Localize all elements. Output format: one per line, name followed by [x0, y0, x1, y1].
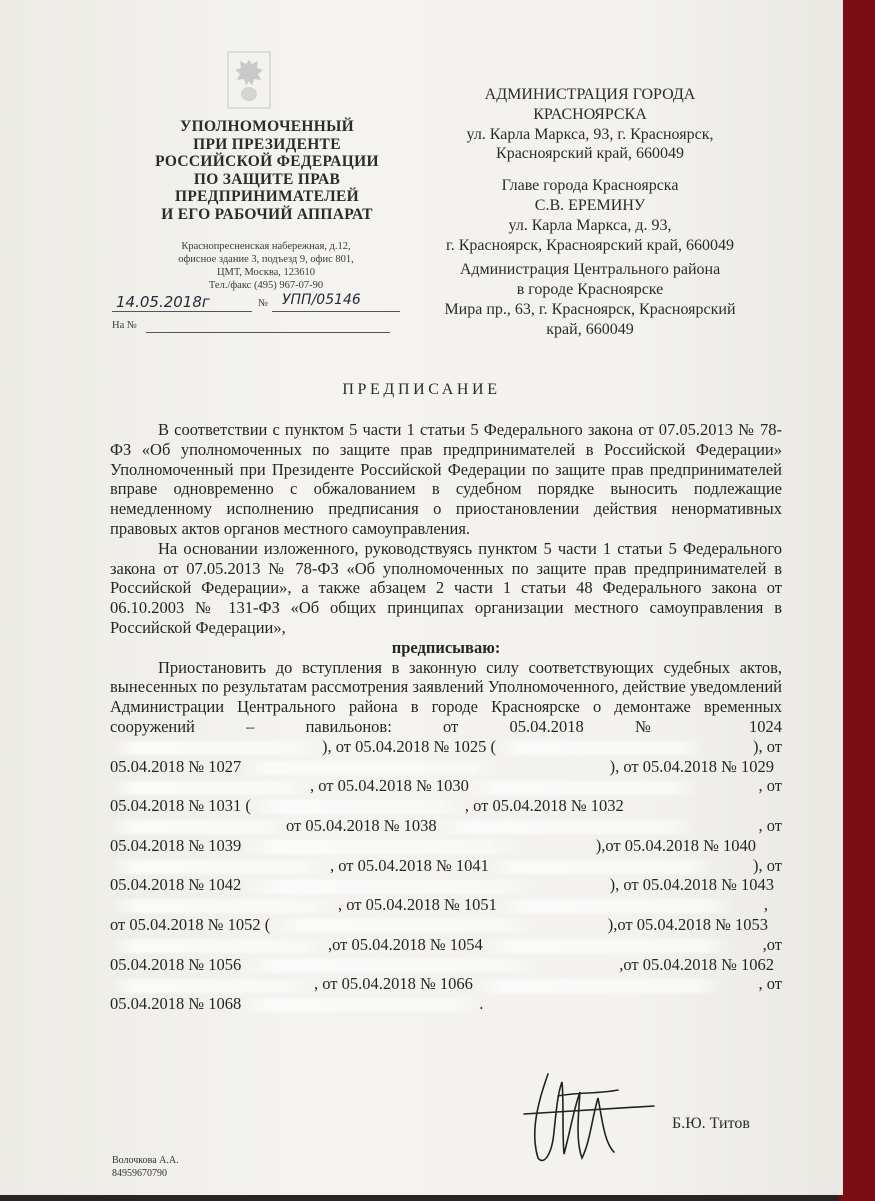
list-line: ), от 05.04.2018 № 1025 ( ), от: [110, 737, 782, 757]
list-line: , от 05.04.2018 № 1066 , от: [110, 974, 782, 994]
paragraph-1: В соответствии с пунктом 5 части 1 статьи 5 Федерального закона от 07.05.2013 № 78-ФЗ «Об уполномоченных по защите прав предпринимателей в Российской Федерации» Уполномоченный при Президенте Российской Федерации по защите прав предпринимателей вправе одновременно с обжалованием в судебном порядке выносить подлежащие немедленному исполнению предписания о приостановлении действия ненормативных правовых актов органов местного самоуправления.: [110, 420, 782, 538]
executor-info: [112, 1154, 179, 1180]
number-label: №: [258, 298, 269, 309]
executor-phone: 84959670790: [112, 1168, 167, 1179]
list-line: , от 05.04.2018 № 1030 , от: [110, 776, 782, 796]
list-line: от 05.04.2018 № 1038 , от: [110, 816, 782, 836]
recipient-district-administration: Администрация Центрального района в городе Красноярске Мира пр., 63, г. Красноярск, Красноярский край, 660049: [444, 261, 736, 338]
handwritten-number: УПП/05146: [282, 292, 361, 308]
reference-label: На №: [112, 320, 137, 331]
paragraph-2: На основании изложенного, руководствуясь пунктом 5 части 1 статьи 5 Федерального закона от 07.05.2013 № 78-ФЗ «Об уполномоченных по защите прав предпринимателей в Российской Федерации», а также абзацем 2 части 1 статьи 48 Федерального закона от 06.10.2003 № 131-ФЗ «Об общих принципах организации местного самоуправления в Российской Федерации»,: [110, 538, 782, 637]
document-title: ПРЕДПИСАНИЕ: [342, 381, 501, 398]
paragraph-3: Приостановить до вступления в законную силу соответствующих судебных актов, вынесенных по результатам рассмотрения заявлений Уполномоченного, действие уведомлений Администрации Центрального района в городе Красноярске о демонтаже временных сооружений – павильонов: от 05.04.2018 № 1024: [110, 657, 782, 736]
list-line: ,от 05.04.2018 № 1054 ,от: [110, 935, 782, 955]
recipient-head-of-city: Главе города Красноярска С.В. ЕРЕМИНУ ул. Карла Маркса, д. 93, г. Красноярск, Красноярский край, 660049: [445, 177, 735, 254]
coat-of-arms-emblem: [224, 50, 274, 112]
reference-line: [112, 320, 392, 334]
registration-line: [112, 292, 402, 314]
list-line: 05.04.2018 № 1039 ),от 05.04.2018 № 1040: [110, 835, 756, 855]
document-body: [110, 420, 782, 1014]
list-line: , от 05.04.2018 № 1051 ,: [110, 895, 782, 915]
handwritten-signature: [518, 1062, 658, 1172]
directive-word: предписываю:: [391, 637, 501, 657]
recipient-administration: АДМИНИСТРАЦИЯ ГОРОДА КРАСНОЯРСКА ул. Карла Маркса, 93, г. Красноярск, Красноярский край, 660049: [466, 86, 714, 163]
recipients-block: [420, 85, 760, 340]
list-line: 05.04.2018 № 1056 ,от 05.04.2018 № 1062: [110, 954, 774, 974]
list-line: 05.04.2018 № 1042 ), от 05.04.2018 № 1043: [110, 875, 774, 895]
list-line: от 05.04.2018 № 1052 ( ),от 05.04.2018 № 1053: [110, 914, 768, 934]
signer-name: Б.Ю. Титов: [672, 1115, 750, 1132]
list-line: 05.04.2018 № 1027 ), от 05.04.2018 № 1029: [110, 756, 774, 776]
executor-name: Волочкова А.А.: [112, 1155, 179, 1166]
list-line: , от 05.04.2018 № 1041 ), от: [110, 856, 782, 876]
sender-name: УПОЛНОМОЧЕННЫЙ ПРИ ПРЕЗИДЕНТЕ РОССИЙСКОЙ ФЕДЕРАЦИИ ПО ЗАЩИТЕ ПРАВ ПРЕДПРИНИМАТЕЛЕЙ И ЕГО РАБОЧИЙ АППАРАТ: [155, 118, 379, 223]
background-edge: [839, 0, 875, 1201]
handwritten-date: 14.05.2018г: [116, 293, 210, 311]
sender-address: Краснопресненская набережная, д.12, офисное здание 3, подъезд 9, офис 801, ЦМТ, Москва, 123610 Тел./факс (495) 967-07-90: [178, 241, 354, 291]
list-line: 05.04.2018 № 1068 .: [110, 994, 484, 1014]
list-line: 05.04.2018 № 1031 ( , от 05.04.2018 № 1032: [110, 796, 624, 816]
